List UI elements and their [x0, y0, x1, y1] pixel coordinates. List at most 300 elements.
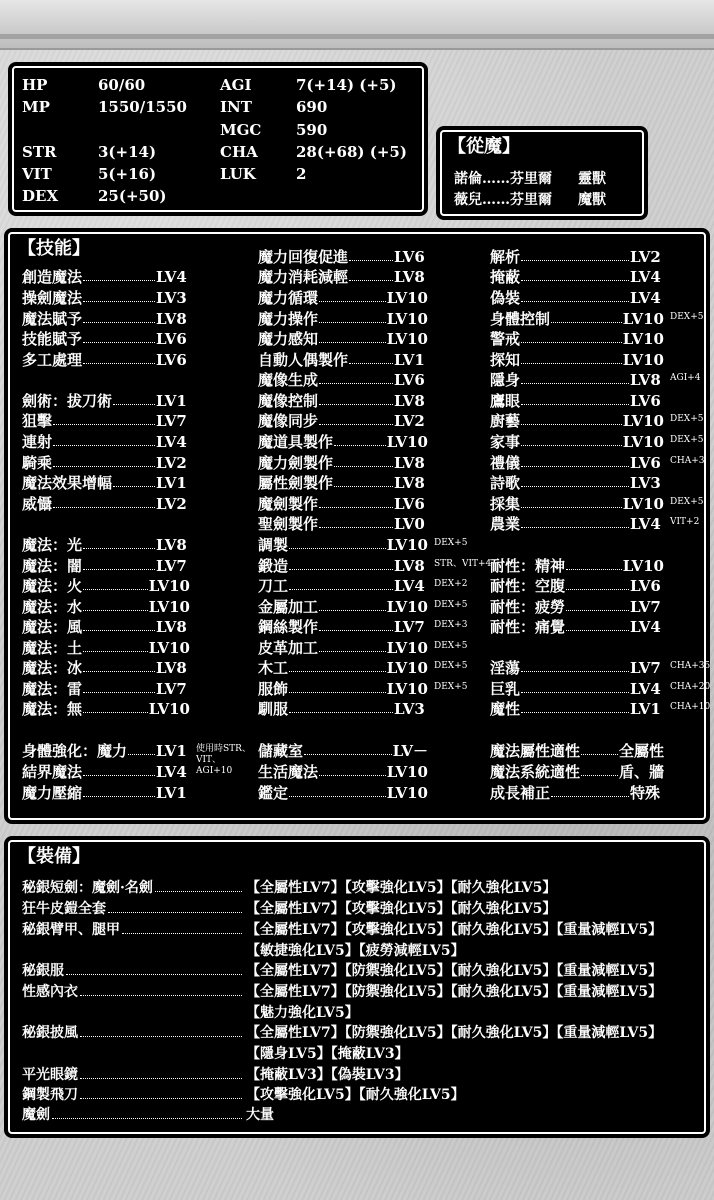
equipment-row: [22, 1104, 248, 1124]
skill-name: 農業: [490, 515, 521, 533]
dotted-leader: [113, 404, 155, 405]
equipment-name: 平光眼鏡: [22, 1067, 78, 1083]
dotted-leader: [521, 342, 622, 343]
skill-level: LV3: [630, 474, 661, 492]
stat-key: STR: [22, 143, 57, 161]
skill-level: LV8: [156, 310, 187, 328]
skill-name: 鷹眼: [490, 392, 521, 410]
dotted-leader: [304, 754, 392, 755]
dotted-leader: [319, 301, 386, 302]
skill-row: [22, 472, 190, 492]
stat-value: 690: [296, 98, 328, 116]
skill-row: [490, 410, 664, 430]
skill-row: [22, 308, 190, 328]
skill-name: 鋼絲製作: [258, 618, 319, 636]
skill-name: 魔法：土: [22, 639, 83, 657]
equipment-effects: 【全屬性LV7】【防禦強化LV5】【耐久強化LV5】【重量減輕LV5】: [246, 1025, 663, 1041]
skill-name: 魔像控制: [258, 392, 319, 410]
skill-row: [490, 555, 664, 575]
skill-name: 魔法：闇: [22, 557, 83, 575]
skill-level: LV8: [630, 371, 661, 389]
skill-level: LV10: [386, 639, 428, 657]
skill-name: 生活魔法: [258, 763, 319, 781]
dotted-leader: [521, 527, 629, 528]
skill-level: LV10: [386, 330, 428, 348]
skill-bonus-note: DEX+3: [434, 620, 468, 630]
skill-name: 鍛造: [258, 557, 289, 575]
stat-key: MP: [22, 98, 50, 116]
skill-name: 魔像同步: [258, 412, 319, 430]
dotted-leader: [581, 775, 618, 776]
skill-bonus-note: VIT+2: [670, 517, 700, 527]
skill-row: [22, 596, 190, 616]
dotted-leader: [319, 610, 386, 611]
skill-name: 劍術：拔刀術: [22, 392, 113, 410]
skill-level: LV6: [394, 371, 425, 389]
skill-name: 身體強化：魔力: [22, 742, 128, 760]
skill-name: 魔法效果增幅: [22, 474, 113, 492]
skill-bonus-note: DEX+5: [670, 312, 704, 322]
dotted-leader: [319, 424, 393, 425]
skill-row: [22, 328, 190, 348]
skill-row: [22, 493, 190, 513]
skill-bonus-note: DEX+5: [434, 600, 468, 610]
skill-row: [490, 596, 664, 616]
dotted-leader: [83, 569, 155, 570]
dotted-leader: [53, 466, 155, 467]
dotted-leader: [349, 280, 393, 281]
skill-level: LV4: [156, 763, 187, 781]
dotted-leader: [521, 424, 622, 425]
skill-row: [22, 349, 190, 369]
skill-row: [22, 287, 190, 307]
dotted-leader: [319, 630, 393, 631]
skill-level: LV10: [622, 310, 664, 328]
skill-name: 魔法：無: [22, 700, 83, 718]
stat-key: LUK: [220, 165, 256, 183]
skill-bonus-note: DEX+5: [670, 414, 704, 424]
dotted-leader: [319, 383, 393, 384]
equipment-row: [22, 1064, 248, 1084]
skill-row: [258, 390, 428, 410]
skill-level: LV10: [386, 680, 428, 698]
skill-bonus-note: DEX+5: [670, 497, 704, 507]
skill-name: 解析: [490, 248, 521, 266]
followers-title: 【從魔】: [448, 136, 520, 157]
skill-level: LV7: [156, 557, 187, 575]
equipment-effects: 【隱身LV5】【掩蔽LV3】: [246, 1046, 409, 1062]
dotted-leader: [319, 775, 386, 776]
skill-name: 多工處理: [22, 351, 83, 369]
skill-level: LV10: [622, 557, 664, 575]
dotted-leader: [319, 404, 393, 405]
skill-bonus-note: DEX+5: [434, 661, 468, 671]
skill-name: 探知: [490, 351, 521, 369]
skill-level: LV10: [622, 330, 664, 348]
skill-level: LV10: [386, 763, 428, 781]
stat-value: 2: [296, 165, 307, 183]
skill-level: LV1: [156, 474, 187, 492]
skill-level: LV7: [630, 598, 661, 616]
skill-name: 魔力壓縮: [22, 784, 83, 802]
skill-row: [258, 555, 428, 575]
skill-row: [258, 472, 428, 492]
dotted-leader: [521, 260, 629, 261]
skill-name: 服飾: [258, 680, 289, 698]
skill-name: 魔劍製作: [258, 495, 319, 513]
skill-row: [490, 782, 664, 802]
equipment-title: 【裝備】: [18, 846, 90, 867]
skill-name: 魔法：冰: [22, 659, 83, 677]
equipment-effects: 【敏捷強化LV5】【疲勞減輕LV5】: [246, 943, 465, 959]
follower-type: 魔獸: [578, 192, 606, 208]
equipment-row: [22, 960, 248, 980]
skill-name: 淫蕩: [490, 659, 521, 677]
skill-level: 特殊: [630, 784, 661, 802]
equipment-name: 魔劍: [22, 1107, 50, 1123]
dotted-leader: [319, 322, 386, 323]
skill-name: 狙擊: [22, 412, 53, 430]
follower-type: 靈獸: [578, 171, 606, 187]
skill-name: 魔法：雷: [22, 680, 83, 698]
dotted-leader: [521, 692, 629, 693]
skill-level: LV4: [630, 268, 661, 286]
dotted-leader: [319, 342, 386, 343]
skill-name: 創造魔法: [22, 268, 83, 286]
skill-level: LV2: [156, 495, 187, 513]
skill-name: 結界魔法: [22, 763, 83, 781]
skill-row: [258, 782, 428, 802]
equipment-effects: 【全屬性LV7】【攻擊強化LV5】【耐久強化LV5】: [246, 880, 557, 896]
skill-level: LV10: [622, 433, 664, 451]
dotted-leader: [83, 671, 155, 672]
skill-name: 耐性：痛覺: [490, 618, 566, 636]
equipment-name: 鋼製飛刀: [22, 1087, 78, 1103]
skill-row: [22, 761, 190, 781]
skill-level: LV4: [394, 577, 425, 595]
skill-name: 屬性劍製作: [258, 474, 334, 492]
dotted-leader: [521, 363, 622, 364]
skill-name: 自動人偶製作: [258, 351, 349, 369]
skill-name: 警戒: [490, 330, 521, 348]
dotted-leader: [521, 507, 622, 508]
stat-key: VIT: [22, 165, 52, 183]
skill-name: 魔法：火: [22, 577, 83, 595]
skill-row: [490, 349, 664, 369]
skill-row: [258, 369, 428, 389]
skill-level: LV6: [156, 351, 187, 369]
skill-bonus-note: DEX+5: [670, 435, 704, 445]
skill-level: LV8: [156, 536, 187, 554]
skill-row: [258, 534, 428, 554]
skill-row: [490, 472, 664, 492]
skill-name: 魔法：光: [22, 536, 83, 554]
skill-row: [22, 616, 190, 636]
skill-level: LV4: [630, 680, 661, 698]
equipment-effects: 【魅力強化LV5】: [246, 1005, 359, 1021]
stat-key: INT: [220, 98, 252, 116]
skill-name: 聖劍製作: [258, 515, 319, 533]
skill-row: [490, 616, 664, 636]
skill-name: 魔法系統適性: [490, 763, 581, 781]
skill-name: 鑑定: [258, 784, 289, 802]
equipment-row: [22, 1084, 248, 1104]
skill-level: LV4: [630, 289, 661, 307]
skill-row: [258, 246, 428, 266]
skill-name: 魔力感知: [258, 330, 319, 348]
equipment-name: 秘銀短劍：魔劍·名劍: [22, 880, 153, 896]
skill-level: LV6: [156, 330, 187, 348]
skill-level: LV8: [394, 268, 425, 286]
skill-level: LV8: [156, 618, 187, 636]
skill-level: LV10: [386, 659, 428, 677]
stat-key: AGI: [220, 76, 252, 94]
skill-name: 耐性：空腹: [490, 577, 566, 595]
skill-bonus-note: CHA+10: [670, 702, 711, 712]
skill-level: LV1: [156, 784, 187, 802]
skill-row: [22, 555, 190, 575]
skill-level: LV7: [156, 412, 187, 430]
skill-row: [258, 657, 428, 677]
skill-bonus-note: DEX+5: [434, 538, 468, 548]
skill-bonus-note: AGI+4: [670, 373, 701, 383]
skill-level: LV6: [630, 454, 661, 472]
skill-bonus-note: DEX+5: [434, 641, 468, 651]
skill-name: 威懾: [22, 495, 53, 513]
dotted-leader: [521, 280, 629, 281]
dotted-leader: [551, 796, 629, 797]
skill-name: 廚藝: [490, 412, 521, 430]
dotted-leader: [83, 692, 155, 693]
skill-level: LV10: [386, 784, 428, 802]
skill-level: LV3: [156, 289, 187, 307]
dotted-leader: [83, 363, 155, 364]
equipment-effects: 【全屬性LV7】【攻擊強化LV5】【耐久強化LV5】: [246, 901, 557, 917]
skill-row: [258, 575, 428, 595]
skill-level: LV2: [630, 248, 661, 266]
stat-value: 3(+14): [98, 143, 157, 161]
dotted-leader: [66, 974, 242, 975]
skill-level: LV4: [156, 268, 187, 286]
skill-name: 詩歌: [490, 474, 521, 492]
skill-row: [490, 657, 664, 677]
skill-row: [258, 493, 428, 513]
skill-name: 採集: [490, 495, 521, 513]
equipment-name: 秘銀服: [22, 963, 64, 979]
skill-name: 魔法屬性適性: [490, 742, 581, 760]
dotted-leader: [155, 891, 242, 892]
skill-level: LV－: [392, 742, 428, 760]
skill-level: 全屬性: [618, 742, 664, 760]
dotted-leader: [80, 1078, 242, 1079]
skill-row: [22, 657, 190, 677]
dotted-leader: [289, 569, 393, 570]
skill-row: [490, 246, 664, 266]
dotted-leader: [83, 796, 155, 797]
skill-row: [22, 534, 190, 554]
skill-row: [22, 452, 190, 472]
skill-bonus-note: CHA+35: [670, 661, 711, 671]
dotted-leader: [80, 995, 242, 996]
equipment-name: 狂牛皮鎧全套: [22, 901, 106, 917]
dotted-leader: [334, 486, 393, 487]
equipment-row: [22, 981, 248, 1001]
dotted-leader: [521, 404, 629, 405]
skill-row: [258, 637, 428, 657]
skill-level: LV10: [622, 412, 664, 430]
skill-level: LV1: [156, 392, 187, 410]
dotted-leader: [289, 548, 386, 549]
skill-level: LV7: [394, 618, 425, 636]
skill-row: [490, 431, 664, 451]
skill-name: 魔法賦予: [22, 310, 83, 328]
skill-level: LV10: [386, 310, 428, 328]
dotted-leader: [289, 796, 386, 797]
skill-row: [490, 266, 664, 286]
equipment-row: [22, 898, 248, 918]
skill-level: LV6: [394, 248, 425, 266]
dotted-leader: [521, 383, 629, 384]
stat-key: DEX: [22, 187, 59, 205]
skill-level: LV8: [394, 474, 425, 492]
dotted-leader: [83, 280, 155, 281]
dotted-leader: [521, 671, 629, 672]
dotted-leader: [83, 548, 155, 549]
skill-name: 成長補正: [490, 784, 551, 802]
skill-name: 木工: [258, 659, 289, 677]
skill-row: [258, 513, 428, 533]
skill-name: 騎乘: [22, 454, 53, 472]
dotted-leader: [83, 651, 148, 652]
skill-level: LV0: [394, 515, 425, 533]
skill-level: LV10: [148, 639, 190, 657]
skill-level: LV10: [622, 495, 664, 513]
skill-row: [258, 431, 428, 451]
skill-bonus-note: 使用時STR、VIT、AGI+10: [196, 744, 251, 776]
dotted-leader: [53, 507, 155, 508]
dotted-leader: [521, 712, 629, 713]
skill-row: [258, 287, 428, 307]
skill-name: 操劍魔法: [22, 289, 83, 307]
skill-level: LV4: [630, 515, 661, 533]
skill-name: 偽裝: [490, 289, 521, 307]
skill-name: 調製: [258, 536, 289, 554]
stat-key: HP: [22, 76, 48, 94]
dotted-leader: [108, 912, 242, 913]
skill-level: LV8: [394, 557, 425, 575]
skill-name: 金屬加工: [258, 598, 319, 616]
skill-level: LV10: [386, 289, 428, 307]
equipment-name: 性感內衣: [22, 984, 78, 1000]
skill-level: LV7: [630, 659, 661, 677]
dotted-leader: [289, 692, 386, 693]
dotted-leader: [566, 630, 629, 631]
skill-level: LV4: [156, 433, 187, 451]
skill-name: 耐性：精神: [490, 557, 566, 575]
equipment-effects: 【攻擊強化LV5】【耐久強化LV5】: [246, 1087, 465, 1103]
skill-name: 魔道具製作: [258, 433, 334, 451]
skill-level: LV10: [386, 598, 428, 616]
dotted-leader: [581, 754, 618, 755]
skill-row: [258, 349, 428, 369]
skill-level: LV10: [148, 598, 190, 616]
skill-name: 家事: [490, 433, 521, 451]
skill-name: 隱身: [490, 371, 521, 389]
skill-name: 身體控制: [490, 310, 551, 328]
skill-name: 魔力回復促進: [258, 248, 349, 266]
skill-row: [22, 740, 190, 760]
dotted-leader: [122, 933, 242, 934]
skill-row: [22, 678, 190, 698]
skill-name: 魔性: [490, 700, 521, 718]
dotted-leader: [334, 445, 386, 446]
skill-level: LV1: [394, 351, 425, 369]
dotted-leader: [566, 589, 629, 590]
stat-key: MGC: [220, 121, 262, 139]
skill-bonus-note: STR、VIT+4: [434, 559, 492, 569]
skill-name: 魔像生成: [258, 371, 319, 389]
dotted-leader: [53, 424, 155, 425]
skill-row: [490, 678, 664, 698]
skills-title: 【技能】: [18, 238, 90, 259]
skill-bonus-note: DEX+5: [434, 682, 468, 692]
dotted-leader: [128, 754, 155, 755]
skill-name: 刀工: [258, 577, 289, 595]
skill-level: LV6: [630, 392, 661, 410]
follower-name: 薇兒……芬里爾: [454, 192, 552, 208]
stat-value: 5(+16): [98, 165, 157, 183]
equipment-effects: 大量: [246, 1107, 274, 1123]
dotted-leader: [83, 610, 148, 611]
skill-level: 盾、牆: [618, 763, 664, 781]
dotted-leader: [83, 322, 155, 323]
skill-name: 巨乳: [490, 680, 521, 698]
skill-level: LV2: [156, 454, 187, 472]
skill-row: [258, 698, 428, 718]
skill-bonus-note: CHA+20: [670, 682, 711, 692]
skill-name: 皮革加工: [258, 639, 319, 657]
dotted-leader: [80, 1036, 242, 1037]
dotted-leader: [83, 589, 148, 590]
skill-row: [22, 431, 190, 451]
dotted-leader: [319, 527, 393, 528]
stat-value: 590: [296, 121, 328, 139]
skill-bonus-note: DEX+2: [434, 579, 468, 589]
skill-row: [490, 698, 664, 718]
skill-level: LV8: [394, 392, 425, 410]
skill-level: LV8: [394, 454, 425, 472]
skill-row: [490, 369, 664, 389]
dotted-leader: [521, 466, 629, 467]
skill-name: 技能賦予: [22, 330, 83, 348]
equipment-name: 秘銀披風: [22, 1025, 78, 1041]
skill-level: LV7: [156, 680, 187, 698]
skill-row: [490, 493, 664, 513]
skill-row: [490, 308, 664, 328]
skill-row: [490, 452, 664, 472]
skill-name: 儲藏室: [258, 742, 304, 760]
equipment-effects: 【全屬性LV7】【防禦強化LV5】【耐久強化LV5】【重量減輕LV5】: [246, 984, 663, 1000]
skill-row: [22, 266, 190, 286]
skill-name: 禮儀: [490, 454, 521, 472]
dotted-leader: [83, 301, 155, 302]
skill-name: 魔法：水: [22, 598, 83, 616]
skill-bonus-note: CHA+3: [670, 456, 705, 466]
equipment-effects: 【掩蔽LV3】【偽裝LV3】: [246, 1067, 409, 1083]
skill-row: [22, 390, 190, 410]
skill-name: 馴服: [258, 700, 289, 718]
dotted-leader: [289, 589, 393, 590]
